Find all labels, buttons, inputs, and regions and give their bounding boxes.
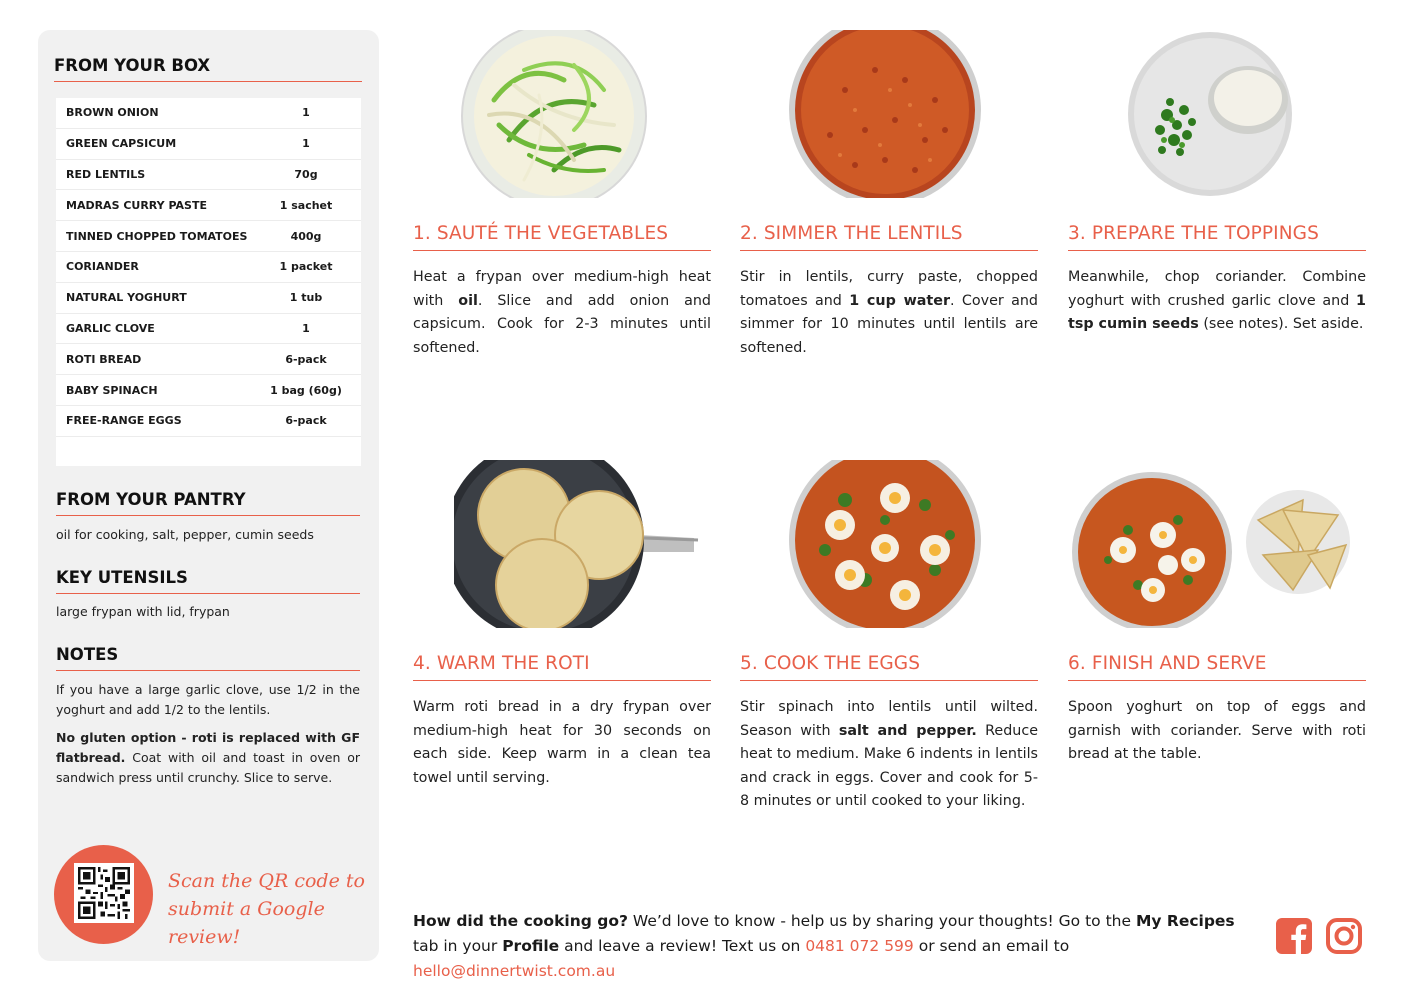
ingredient-row (56, 160, 361, 191)
ingredient-name: ROTI BREAD (66, 352, 142, 366)
step6-title: 6. FINISH AND SERVE (1068, 653, 1366, 681)
ingredient-qty: 1 sachet (279, 198, 333, 212)
ingredient-name: RED LENTILS (66, 167, 146, 181)
from-your-pantry-heading: FROM YOUR PANTRY (56, 490, 360, 516)
step6-image (1068, 460, 1358, 628)
step2-text (740, 266, 1038, 360)
key-utensils-heading: KEY UTENSILS (56, 568, 360, 594)
step5-text (740, 696, 1038, 814)
footer-text-4: or send an email to (913, 937, 1070, 955)
scan-qr-prompt (168, 867, 368, 951)
ingredient-row (56, 344, 361, 375)
note-gluten-rest: Coat with oil and toast in oven or sandwich press until crunchy. Slice to serve. (56, 750, 360, 785)
ingredient-name: FREE-RANGE EGGS (66, 414, 182, 428)
ingredient-row (56, 252, 361, 283)
footer-question: How did the cooking go? (413, 912, 628, 930)
ingredient-row (56, 129, 361, 160)
ingredient-qty: 1 (302, 106, 310, 120)
facebook-icon[interactable] (1275, 917, 1313, 955)
instagram-icon[interactable] (1325, 917, 1363, 955)
step2-text-c: . Cover and simmer for 10 minutes until lentils are softened. (740, 292, 1038, 356)
footer-text-1: We’d love to know - help us by sharing your thoughts! Go to the (627, 912, 1136, 930)
ingredient-qty: 1 packet (279, 260, 333, 274)
from-your-box-heading: FROM YOUR BOX (54, 56, 362, 82)
step3-text-c: (see notes). Set aside. (1198, 316, 1364, 332)
step1-title: 1. SAUTÉ THE VEGETABLES (413, 223, 711, 251)
ingredients-table (56, 98, 361, 466)
footer-profile: Profile (502, 937, 560, 955)
feedback-footer (413, 909, 1263, 984)
ingredient-name: NATURAL YOGHURT (66, 291, 187, 305)
footer-text-2: tab in your (413, 937, 503, 955)
footer-text-3: and leave a review! Text us on (559, 937, 806, 955)
ingredient-name: TINNED CHOPPED TOMATOES (66, 229, 248, 243)
scan-line-2: submit a Google review! (168, 898, 325, 948)
ingredient-qty: 6-pack (285, 352, 327, 366)
step5-text-b: salt and pepper. (838, 722, 977, 739)
step4-text: Warm roti bread in a dry frypan over medium-high heat for 30 seconds on each side. Keep warm in a clean tea towel until serving. (413, 699, 711, 786)
note-gluten (56, 728, 360, 788)
step1-text-a: Heat a frypan over medium-high heat with (413, 269, 711, 309)
step1-text-b: oil (458, 292, 478, 309)
ingredients-sidebar (38, 30, 379, 961)
step3-image (1112, 30, 1312, 198)
qr-badge[interactable] (54, 845, 153, 944)
step1-image (454, 30, 654, 198)
step6-text: Spoon yoghurt on top of eggs and garnish with coriander. Serve with roti bread at the table. (1068, 699, 1366, 762)
step4-image (454, 460, 704, 628)
step5-title: 5. COOK THE EGGS (740, 653, 1038, 681)
step3-text (1068, 266, 1366, 337)
ingredient-row (56, 221, 361, 252)
notes-heading: NOTES (56, 645, 360, 671)
note-garlic: If you have a large garlic clove, use 1/2 in the yoghurt and add 1/2 to the lentils. (56, 682, 360, 717)
step4-title: 4. WARM THE ROTI (413, 653, 711, 681)
step2-text-a: Stir in lentils, curry paste, chopped tomatoes and (740, 269, 1038, 309)
ingredient-qty: 1 bag (60g) (270, 383, 342, 397)
step1-text-c: . Slice and add onion and capsicum. Cook for 2-3 minutes until softened. (413, 292, 711, 356)
step3-text-a: Meanwhile, chop coriander. Combine yoghurt with crushed garlic clove and (1068, 269, 1366, 309)
ingredient-name: GARLIC CLOVE (66, 321, 155, 335)
ingredient-row (56, 190, 361, 221)
step2-image (785, 30, 985, 198)
ingredient-qty: 1 (302, 321, 310, 335)
ingredient-name: GREEN CAPSICUM (66, 137, 177, 151)
step3-title: 3. PREPARE THE TOPPINGS (1068, 223, 1366, 251)
ingredient-row (56, 375, 361, 406)
step3-text-b: 1 tsp cumin seeds (1068, 292, 1366, 332)
scan-line-1: Scan the QR code to (168, 870, 365, 892)
ingredient-row (56, 406, 361, 437)
step2-title: 2. SIMMER THE LENTILS (740, 223, 1038, 251)
ingredient-qty: 70g (294, 167, 318, 181)
ingredient-qty: 400g (290, 229, 322, 243)
step1-text (413, 266, 711, 360)
footer-phone-link[interactable]: 0481 072 599 (805, 937, 914, 955)
qr-code-icon[interactable] (74, 863, 134, 923)
step5-image (785, 460, 985, 628)
footer-my-recipes: My Recipes (1135, 912, 1235, 930)
ingredient-row (56, 283, 361, 314)
ingredient-name: BABY SPINACH (66, 383, 158, 397)
ingredient-qty: 1 (302, 137, 310, 151)
ingredient-row (56, 314, 361, 345)
ingredient-qty: 6-pack (285, 414, 327, 428)
step5-text-c: Reduce heat to medium. Make 6 indents in lentils and crack in eggs. Cover and cook for 5-8 minutes or until cooked to your liking. (740, 722, 1038, 809)
note-gluten-bold: No gluten option - roti is replaced with GF flatbread. (56, 730, 360, 765)
step2-text-b: 1 cup water (849, 292, 951, 309)
ingredient-name: MADRAS CURRY PASTE (66, 198, 207, 212)
step5-text-a: Stir spinach into lentils until wilted. Season with (740, 699, 1038, 739)
ingredient-qty: 1 tub (289, 291, 323, 305)
footer-email-link[interactable]: hello@dinnertwist.com.au (413, 962, 616, 980)
ingredient-name: CORIANDER (66, 260, 139, 274)
utensils-text: large frypan with lid, frypan (56, 604, 230, 619)
ingredient-name: BROWN ONION (66, 106, 159, 120)
ingredient-row (56, 98, 361, 129)
pantry-text: oil for cooking, salt, pepper, cumin seeds (56, 527, 314, 542)
